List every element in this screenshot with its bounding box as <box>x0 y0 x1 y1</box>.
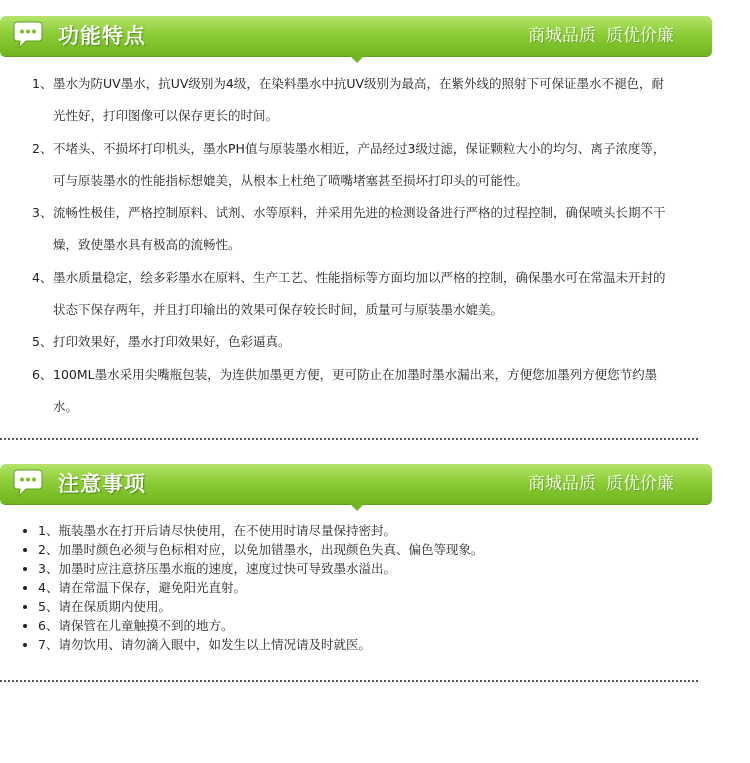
dotted-divider <box>0 438 698 440</box>
note-item: • 3、加墨时应注意挤压墨水瓶的速度，速度过快可导致墨水溢出。 <box>38 559 700 578</box>
note-item: • 7、请勿饮用、请勿滴入眼中，如发生以上情况请及时就医。 <box>38 635 700 654</box>
note-item: • 6、请保管在儿童触摸不到的地方。 <box>38 616 700 635</box>
feature-item <box>0 197 700 262</box>
notes-banner <box>0 464 712 504</box>
feature-item <box>0 326 700 358</box>
features-slogan <box>528 16 674 56</box>
feature-text: 打印效果好，墨水打印效果好，色彩逼真。 <box>53 334 291 350</box>
feature-item <box>0 359 700 424</box>
feature-number: 3、 <box>32 205 53 221</box>
feature-text: 墨水为防UV墨水，抗UV级别为4级，在染料墨水中抗UV级别为最高，在紫外线的照射下可保证墨水不褪色，耐光性好，打印图像可以保存更长的时间。 <box>53 76 665 124</box>
notes-title: 注意事项 <box>58 472 146 496</box>
slogan-quality: 商城品质 <box>528 26 596 46</box>
features-banner <box>0 16 712 56</box>
feature-item <box>0 68 700 133</box>
note-item: • 1、瓶装墨水在打开后请尽快使用，在不使用时请尽量保持密封。 <box>38 521 700 540</box>
notes-list <box>0 521 700 654</box>
feature-text: 不堵头、不损坏打印机头，墨水PH值与原装墨水相近，产品经过3级过滤，保证颗粒大小的均匀、离子浓度等，可与原装墨水的性能指标想媲美，从根本上杜绝了喷嘴堵塞甚至损坏打印头的可能性。 <box>53 140 666 188</box>
note-item: • 2、加墨时颜色必须与色标相对应，以免加错墨水，出现颜色失真、偏色等现象。 <box>38 540 700 559</box>
notes-slogan <box>528 464 674 504</box>
speech-bubble-icon <box>10 21 46 51</box>
slogan-price: 质优价廉 <box>606 474 674 494</box>
features-list <box>0 68 700 423</box>
feature-item <box>0 133 700 198</box>
note-item: • 5、请在保质期内使用。 <box>38 597 700 616</box>
dotted-divider <box>0 680 698 682</box>
features-title: 功能特点 <box>58 24 146 48</box>
feature-number: 5、 <box>32 334 53 350</box>
feature-item <box>0 262 700 327</box>
slogan-price: 质优价廉 <box>606 26 674 46</box>
feature-text: 100ML墨水采用尖嘴瓶包装，为连供加墨更方便，更可防止在加墨时墨水漏出来，方便您加墨列方便您节约墨水。 <box>53 366 658 414</box>
slogan-quality: 商城品质 <box>528 474 596 494</box>
note-item: • 4、请在常温下保存，避免阳光直射。 <box>38 578 700 597</box>
feature-number: 2、 <box>32 140 53 156</box>
banner-notch <box>350 56 364 63</box>
speech-bubble-icon <box>10 469 46 499</box>
feature-number: 1、 <box>32 76 53 91</box>
feature-text: 流畅性极佳，严格控制原料、试剂、水等原料，并采用先进的检测设备进行严格的过程控制，确保喷头长期不干燥，致使墨水具有极高的流畅性。 <box>53 205 666 253</box>
feature-text: 墨水质量稳定，绘多彩墨水在原料、生产工艺、性能指标等方面均加以严格的控制，确保墨水可在常温未开封的状态下保存两年，并且打印输出的效果可保存较长时间，质量可与原装墨水媲美。 <box>53 269 666 318</box>
feature-number: 6、 <box>32 366 53 382</box>
feature-number: 4、 <box>32 269 53 285</box>
banner-notch <box>350 504 364 511</box>
